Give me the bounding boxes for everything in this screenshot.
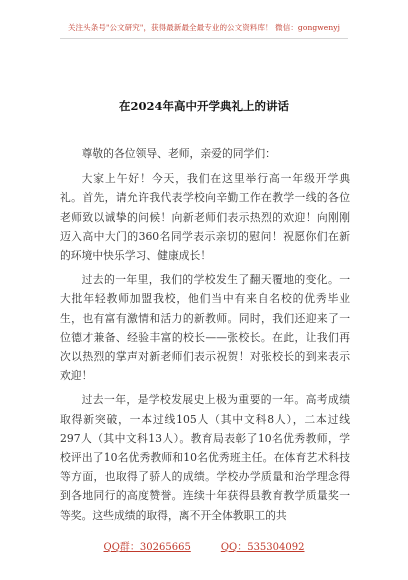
header-divider (60, 38, 348, 39)
qq-contact-link[interactable]: QQ：535304092 (220, 542, 305, 553)
paragraph-2: 过去的一年里，我们的学校发生了翻天覆地的变化。一大批年轻教师加盟我校，他们当中有来自名校的优秀毕业生，也有富有激情和活力的新教师。同时，我们还迎来了一位德才兼备、经验丰富的校长——张校长。在此，让我们再次以热烈的掌声对新老师们表示祝贺！对张校长的到来表示欢迎！ (60, 273, 350, 383)
footer (0, 538, 408, 553)
document-body (60, 144, 350, 530)
paragraph-3: 过去一年，是学校发展史上极为重要的一年。高考成绩取得新突破，一本过线105人（其中文科8人），二本过线297人（其中文科13人）。教育局表彰了10名优秀教师，学校评出了10名优秀教师和10名优秀班主任。在体育艺术科技等方面，也取得了骄人的成绩。学校办学质量和治学理念得到各地同行的高度赞誉。连续十年获得县教育教学质量奖一等奖。这些成绩的取得，离不开全体教职工的共 (60, 393, 350, 522)
document-title: 在2024年高中开学典礼上的讲话 (118, 99, 289, 113)
paragraph-1: 大家上午好！今天，我们在这里举行高一年级开学典礼。首先，请允许我代表学校向辛勤工作在教学一线的各位老师致以诚挚的问候！向新老师们表示热烈的欢迎！向刚刚迈入高中大门的360名同学表示亲切的慰问！祝愿你们在新的环境中快乐学习、健康成长！ (60, 172, 350, 263)
greeting: 尊敬的各位领导、老师，亲爱的同学们： (81, 147, 276, 160)
qq-group-link[interactable]: QQ群：30265665 (103, 542, 191, 553)
header-note: 关注头条号"公文研究"，获得最新最全最专业的公文资料库！ 微信：gongwenyj (67, 23, 341, 32)
